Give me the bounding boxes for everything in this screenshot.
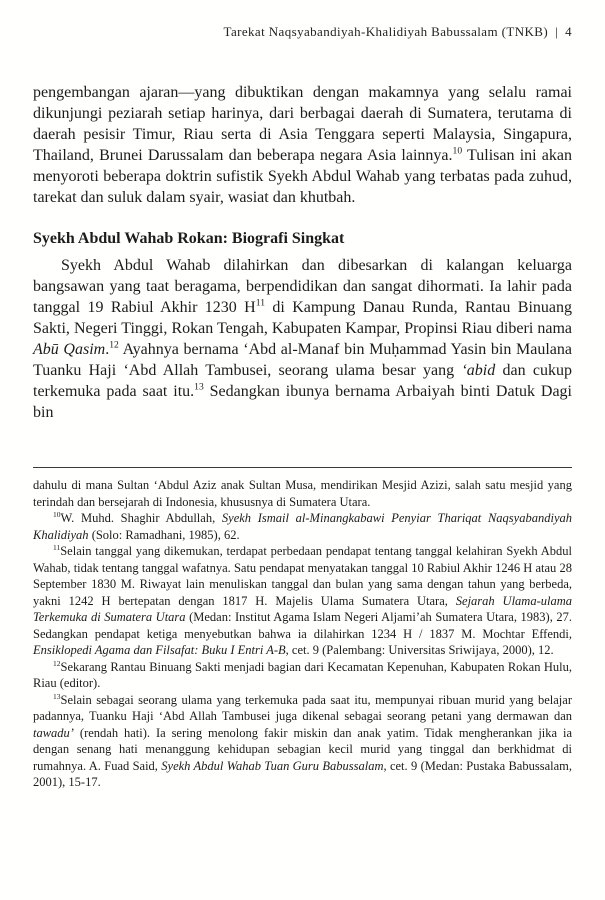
footnote-13: $^{13}$Selain sebagai seorang ulama yang terkemuka pada saat itu, mempunyai ribuan murid yang belajar padannya, Tuanku Haji ‘Abd Allah Tambusei juga dikenal sebagai seorang petani yang dermawan dan tawadu’ (rendah hati). Ia sering menolong fakir miskin dan anak yatim. Tidak mengherankan jika ia dengan senang hati menanggung kehidupan sebagian kecil murid yang tinggal dan berkhidmat di rumahnya. A. Fuad Said, Syekh Abdul Wahab Tuan Guru Babussalam, cet. 9 (Medan: Pustaka Babussalam, 2001), 15-17. — [33, 691, 573, 789]
paragraph-continuation: pengembangan ajaran—yang dibuktikan dengan makamnya yang selalu ramai dikunjungi peziarah setiap harinya, dari berbagai daerah di Sumatera, terutama di daerah pesisir Timur, Riau serta di Asia Tenggara seperti Malaysia, Singapura, Thailand, Brunei Darussalam dan beberapa negara Asia lainnya.$^{10}$ Tulisan ini akan menyoroti beberapa doktrin sufistik Syekh Abdul Wahab yang terbatas pada zuhud, tarekat dan suluk dalam syair, wasiat dan khutbah. — [33, 84, 573, 206]
running-head-title: Tarekat Naqsyabandiyah-Khalidiyah Babussalam (TNKB) — [223, 24, 549, 39]
section-heading: Syekh Abdul Wahab Rokan: Biografi Singkat — [33, 230, 345, 247]
footnotes-block — [33, 477, 572, 791]
footnote-11: $^{11}$Selain tanggal yang dikemukan, terdapat perbedaan pendapat tentang tanggal kelahiran Syekh Abdul Wahab, tidak tentang tanggal wafatnya. Satu pendapat menyatakan tanggal 10 Rabiul Akhir 1246 H atau 28 September 1830 M. Riwayat lain menuliskan tanggal dan bulan yang sama dengan tahun yang berbeda, yakni 1242 H bertepatan dengan 1817 H. Majelis Ulama Sumatera Utara, Sejarah Ulama-ulama Terkemuka di Sumatera Utara (Medan: Institut Agama Islam Negeri Aljami’ah Sumatera Utara, 1983), 27. Sedangkan pendapat ketiga menyebutkan bahwa ia dilahirkan 1234 H / 1837 M. Mochtar Effendi, Ensiklopedi Agama dan Filsafat: Buku I Entri A-B, cet. 9 (Palembang: Universitas Sriwijaya, 2000), 12. — [33, 542, 572, 657]
footnote-separator — [33, 467, 572, 468]
running-head-separator: | — [555, 24, 559, 39]
page-number: 4 — [565, 24, 572, 39]
footnote-12: $^{12}$Sekarang Rantau Binuang Sakti menjadi bagian dari Kecamatan Kepenuhan, Kabupaten Rokan Hulu, Riau (editor). — [33, 658, 572, 690]
footnote-continuation: dahulu di mana Sultan ‘Abdul Aziz anak Sultan Musa, mendirikan Mesjid Azizi, salah satu mesjid yang terindah dan bersejarah di Indonesia, khususnya di Sumatera Utara. — [33, 478, 572, 509]
paragraph-biography: Syekh Abdul Wahab dilahirkan dan dibesarkan di kalangan keluarga bangsawan yang taat beragama, berpendidikan dan sangat dihormati. Ia lahir pada tanggal 19 Rabiul Akhir 1230 $H^{11}$ di Kampung Danau Runda, Rantau Binuang Sakti, Negeri Tinggi, Rokan Tengah, Kabupaten Kampar, Propinsi Riau diberi nama Abū Qasim.$^{12}$ Ayahnya bernama ‘Abd al-Manaf bin Muḥammad Yasin bin Maulana Tuanku Haji ‘Abd Allah Tambusei, seorang ulama besar yang ‘abid dan cukup terkemuka pada saat itu.$^{13}$ Sedangkan ibunya bernama Arbaiyah binti Datuk Dagi bin — [33, 257, 573, 421]
running-head — [33, 24, 572, 40]
footnote-10: $^{10}$W. Muhd. Shaghir Abdullah, Syekh Ismail al-Minangkabawi Penyiar Thariqat Naqsyabandiyah Khalidiyah (Solo: Ramadhani, 1985), 62. — [33, 509, 572, 542]
body-text-block — [33, 82, 572, 423]
